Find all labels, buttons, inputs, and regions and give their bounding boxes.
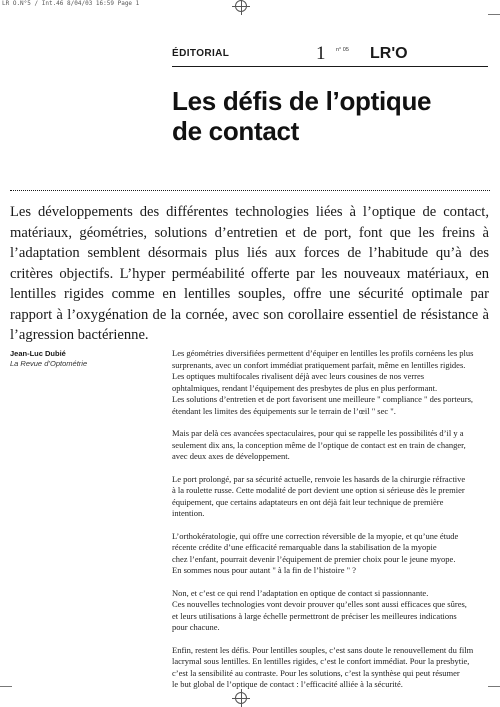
body-line: Ces nouvelles technologies vont devoir prouver qu’elles sont aussi efficaces que sûres, <box>172 599 467 609</box>
body-line: Mais par delà ces avancées spectaculaires, pour qui se rappelle les possibilités d’il y a <box>172 428 464 438</box>
body-line: ophtalmiques, rendant l’équipement des presbytes de plus en plus performant. <box>172 382 438 393</box>
body-paragraph <box>172 588 490 634</box>
title-line: de contact <box>172 116 300 146</box>
body-paragraph <box>172 428 490 463</box>
body-line: c’est la sensibilité au contraste. Pour les solutions, c’est la synthèse qui peut résumer <box>172 667 460 678</box>
header-rule <box>172 66 488 67</box>
body-line: avec deux axes de développement. <box>172 451 290 461</box>
body-line: seulement dix ans, la conception même de l’optique de contact est en train de changer, <box>172 439 466 450</box>
body-line: En sommes nous pour autant " à la fin de l’histoire " ? <box>172 565 356 575</box>
lede-paragraph: Les développements des différentes technologies liées à l’optique de contact, matériaux, géométries, solutions d’entretien et de port, font que les freins à l’adaptation semblent désormais plus liés aux forces de l’habitude qu’à des critères objectifs. L’hyper perméabilité offerte par les nouveaux matériaux, en lentilles rigides comme en lentilles souples, offre une sécurité optimale par rapport à l’oxygénation de la cornée, avec son corollaire essentiel de résistance à l’agression bactérienne. <box>10 204 489 343</box>
issue-number: n° 05 <box>336 47 349 53</box>
body-line: chez l’enfant, pourrait devenir l’équipement de premier choix pour le jeune myope. <box>172 553 456 564</box>
article-title <box>172 86 492 146</box>
crop-mark <box>0 686 12 687</box>
body-line: L’orthokératologie, qui offre une correction réversible de la myopie, et qu’une étude <box>172 530 459 541</box>
author-affiliation: La Revue d’Optométrie <box>10 359 88 368</box>
article-body <box>172 348 490 702</box>
body-line: et leurs utilisations à large échelle permettront de préciser les meilleures indications <box>172 610 457 621</box>
body-line: Les solutions d’entretien et de port favorisent une meilleure " compliance " des porteurs, <box>172 394 474 404</box>
body-line: Le port prolongé, par sa sécurité actuelle, renvoie les hasards de la chirurgie réfractive <box>172 473 466 484</box>
author-name: Jean-Luc Dubié <box>10 349 66 358</box>
body-line: étendant les limites des équipements sur le terrain de l’œil " sec ". <box>172 405 396 416</box>
body-line: Les géométries diversifiées permettent d’équiper en lentilles les profils cornéens les plus <box>172 348 474 358</box>
dotted-separator <box>10 190 490 191</box>
page-number: 1 <box>316 43 326 64</box>
title-line: Les défis de l’optique <box>172 86 432 116</box>
body-line: Les optiques multifocales rivalisent déjà avec leurs cousines de nos verres <box>172 371 425 381</box>
body-line: récente crédite d’une efficacité remarquable dans la stabilisation de la myopie <box>172 542 437 552</box>
crop-mark <box>488 14 500 15</box>
body-line: le but global de l’optique de contact : l’efficacité alliée à la sécurité. <box>172 679 403 689</box>
body-paragraph <box>172 531 490 577</box>
body-line: pour chacune. <box>172 622 220 632</box>
body-line: Enfin, restent les défis. Pour lentilles souples, c’est sans doute le renouvellement du film <box>172 644 474 655</box>
body-line: lacrymal sous lentilles. En lentilles rigides, c’est le confort immédiat. Pour la presbytie, <box>172 656 470 666</box>
print-slug: LR O.N°5 / Int.46 8/04/03 16:59 Page 1 <box>2 0 140 7</box>
body-line: surprenants, avec un confort immédiat pratiquement parfait, même en lentilles rigides. <box>172 359 466 370</box>
body-paragraph <box>172 645 490 691</box>
body-line: à la roulette russe. Cette modalité de port devient une option si sérieuse dès le premier <box>172 485 465 495</box>
body-line: équipement, que certains adaptateurs en ont déjà fait leur technique de première <box>172 496 444 507</box>
body-line: intention. <box>172 508 205 518</box>
body-paragraph <box>172 348 490 417</box>
section-rubric: ÉDITORIAL <box>172 48 230 59</box>
body-line: Non, et c’est ce qui rend l’adaptation en optique de contact si passionnante. <box>172 587 429 598</box>
journal-logo: LR'O <box>370 45 408 62</box>
body-paragraph <box>172 474 490 520</box>
registration-mark-icon <box>235 0 247 12</box>
